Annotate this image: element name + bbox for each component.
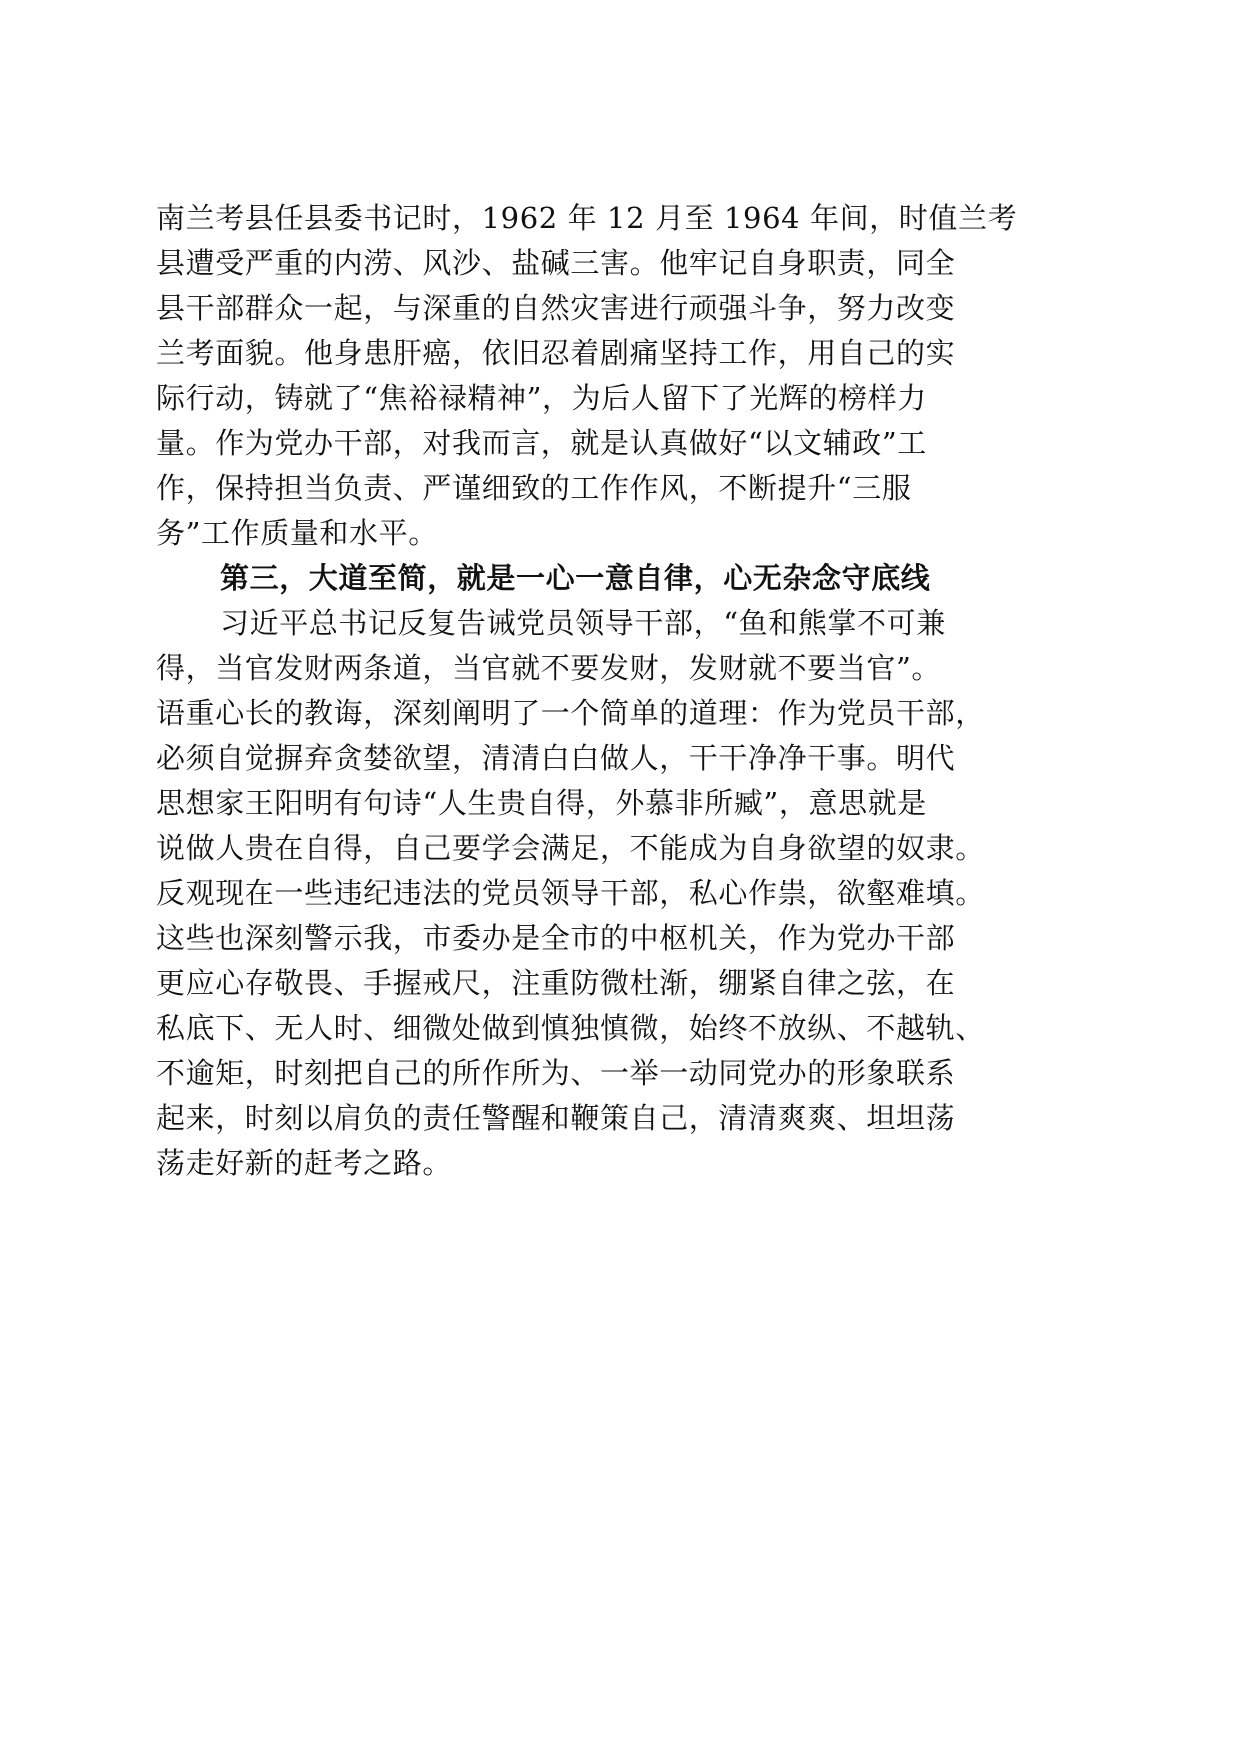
text-line: 荡走好新的赶考之路。 (156, 1146, 453, 1180)
text-line: 南兰考县任县委书记时，1962 年 12 月至 1964 年间，时值兰考 (156, 201, 1018, 235)
text-line: 必须自觉摒弃贪婪欲望，清清白白做人，干干净净干事。明代 (156, 741, 956, 775)
text-line: 思想家王阳明有句诗“人生贵自得，外慕非所臧”，意思就是 (156, 786, 927, 820)
text-line: 这些也深刻警示我，市委办是全市的中枢机关，作为党办干部 (156, 921, 956, 955)
text-line: 私底下、无人时、细微处做到慎独慎微，始终不放纵、不越轨、 (156, 1011, 985, 1045)
text-line: 不逾矩，时刻把自己的所作所为、一举一动同党办的形象联系 (156, 1056, 956, 1090)
text-line: 更应心存敬畏、手握戒尺，注重防微杜渐，绷紧自律之弦，在 (156, 966, 956, 1000)
text-line: 反观现在一些违纪违法的党员领导干部，私心作祟，欲壑难填。 (156, 876, 985, 910)
text-line: 起来，时刻以肩负的责任警醒和鞭策自己，清清爽爽、坦坦荡 (156, 1101, 956, 1135)
section-heading-third: 第三，大道至简，就是一心一意自律，心无杂念守底线 (220, 561, 931, 595)
document-body (156, 196, 1084, 1186)
text-line: 兰考面貌。他身患肝癌，依旧忍着剧痛坚持工作，用自己的实 (156, 336, 956, 370)
text-line: 县干部群众一起，与深重的自然灾害进行顽强斗争，努力改变 (156, 291, 956, 325)
text-line: 务”工作质量和水平。 (156, 516, 438, 550)
text-line: 说做人贵在自得，自己要学会满足，不能成为自身欲望的奴隶。 (156, 831, 985, 865)
text-line: 际行动，铸就了“焦裕禄精神”，为后人留下了光辉的榜样力 (156, 381, 927, 415)
text-line: 县遭受严重的内涝、风沙、盐碱三害。他牢记自身职责，同全 (156, 246, 956, 280)
text-line: 语重心长的教诲，深刻阐明了一个简单的道理：作为党员干部， (156, 696, 985, 730)
text-line: 习近平总书记反复告诫党员领导干部，“鱼和熊掌不可兼 (220, 606, 946, 640)
paragraph-self-discipline (156, 601, 1084, 1186)
text-line: 得，当官发财两条道，当官就不要发财，发财就不要当官”。 (156, 651, 942, 685)
paragraph-jiao-yulu (156, 196, 1084, 556)
text-line: 量。作为党办干部，对我而言，就是认真做好“以文辅政”工 (156, 426, 927, 460)
text-line: 作，保持担当负责、严谨细致的工作作风，不断提升“三服 (156, 471, 912, 505)
